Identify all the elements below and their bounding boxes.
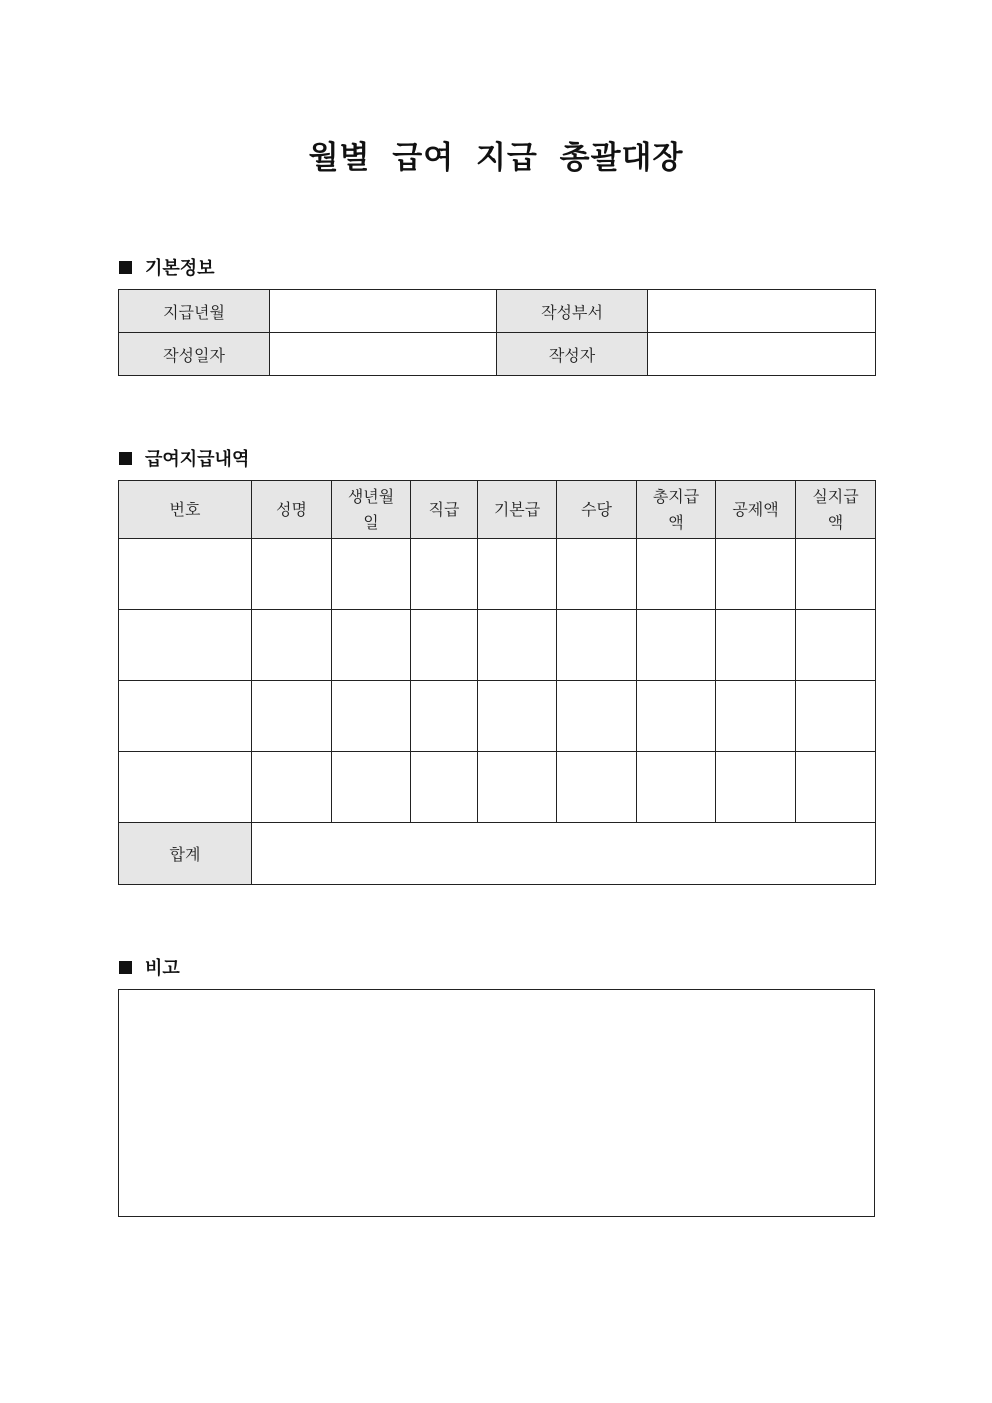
table-cell[interactable] (557, 539, 637, 610)
table-cell[interactable] (119, 681, 252, 752)
remarks-heading (119, 954, 180, 980)
department-label: 작성부서 (497, 290, 648, 333)
payment-heading-text: 급여지급내역 (145, 449, 250, 470)
table-cell[interactable] (411, 681, 478, 752)
table-cell[interactable] (637, 752, 716, 823)
table-cell[interactable] (411, 752, 478, 823)
table-cell[interactable] (478, 539, 557, 610)
table-cell[interactable] (796, 752, 876, 823)
table-cell[interactable] (411, 539, 478, 610)
table-cell[interactable] (637, 681, 716, 752)
payment-heading (119, 445, 249, 471)
col-header-net-pay: 실지급액 (796, 481, 876, 539)
author-label: 작성자 (497, 333, 648, 376)
table-cell[interactable] (557, 681, 637, 752)
table-cell[interactable] (411, 610, 478, 681)
table-row (119, 752, 876, 823)
payment-header-row (119, 481, 876, 539)
pay-month-field[interactable] (270, 290, 497, 333)
table-cell[interactable] (716, 752, 796, 823)
col-header-allowance: 수당 (557, 481, 637, 539)
page-title: 월별 급여 지급 총괄대장 (308, 140, 684, 176)
table-cell[interactable] (478, 610, 557, 681)
remarks-heading-text: 비고 (145, 958, 180, 979)
table-cell[interactable] (252, 610, 332, 681)
table-cell[interactable] (119, 610, 252, 681)
square-bullet-icon (119, 261, 132, 274)
table-cell[interactable] (796, 610, 876, 681)
table-cell[interactable] (716, 681, 796, 752)
basic-info-table (118, 289, 876, 376)
table-cell[interactable] (716, 610, 796, 681)
table-row (119, 539, 876, 610)
table-cell[interactable] (332, 539, 411, 610)
col-header-birthdate: 생년월일 (332, 481, 411, 539)
col-header-deduction: 공제액 (716, 481, 796, 539)
col-header-gross-pay: 총지급액 (637, 481, 716, 539)
remarks-box[interactable] (118, 989, 875, 1217)
square-bullet-icon (119, 452, 132, 465)
basic-info-heading-text: 기본정보 (145, 258, 215, 279)
table-cell[interactable] (716, 539, 796, 610)
col-header-number: 번호 (119, 481, 252, 539)
department-field[interactable] (648, 290, 876, 333)
table-cell[interactable] (252, 539, 332, 610)
table-row (119, 681, 876, 752)
date-field[interactable] (270, 333, 497, 376)
total-row (119, 823, 876, 885)
table-cell[interactable] (119, 539, 252, 610)
total-field[interactable] (252, 823, 876, 885)
total-label: 합계 (119, 823, 252, 885)
table-cell[interactable] (252, 681, 332, 752)
table-cell[interactable] (796, 539, 876, 610)
date-label: 작성일자 (119, 333, 270, 376)
basic-info-heading (119, 254, 215, 280)
table-cell[interactable] (478, 681, 557, 752)
col-header-position: 직급 (411, 481, 478, 539)
table-cell[interactable] (637, 539, 716, 610)
square-bullet-icon (119, 961, 132, 974)
author-field[interactable] (648, 333, 876, 376)
basic-info-row (119, 333, 876, 376)
table-row (119, 610, 876, 681)
table-cell[interactable] (637, 610, 716, 681)
table-cell[interactable] (557, 752, 637, 823)
table-cell[interactable] (252, 752, 332, 823)
col-header-name: 성명 (252, 481, 332, 539)
basic-info-row (119, 290, 876, 333)
table-cell[interactable] (332, 610, 411, 681)
table-cell[interactable] (332, 752, 411, 823)
pay-month-label: 지급년월 (119, 290, 270, 333)
table-cell[interactable] (119, 752, 252, 823)
table-cell[interactable] (557, 610, 637, 681)
col-header-base-pay: 기본급 (478, 481, 557, 539)
table-cell[interactable] (332, 681, 411, 752)
payment-table (118, 480, 876, 885)
table-cell[interactable] (478, 752, 557, 823)
table-cell[interactable] (796, 681, 876, 752)
